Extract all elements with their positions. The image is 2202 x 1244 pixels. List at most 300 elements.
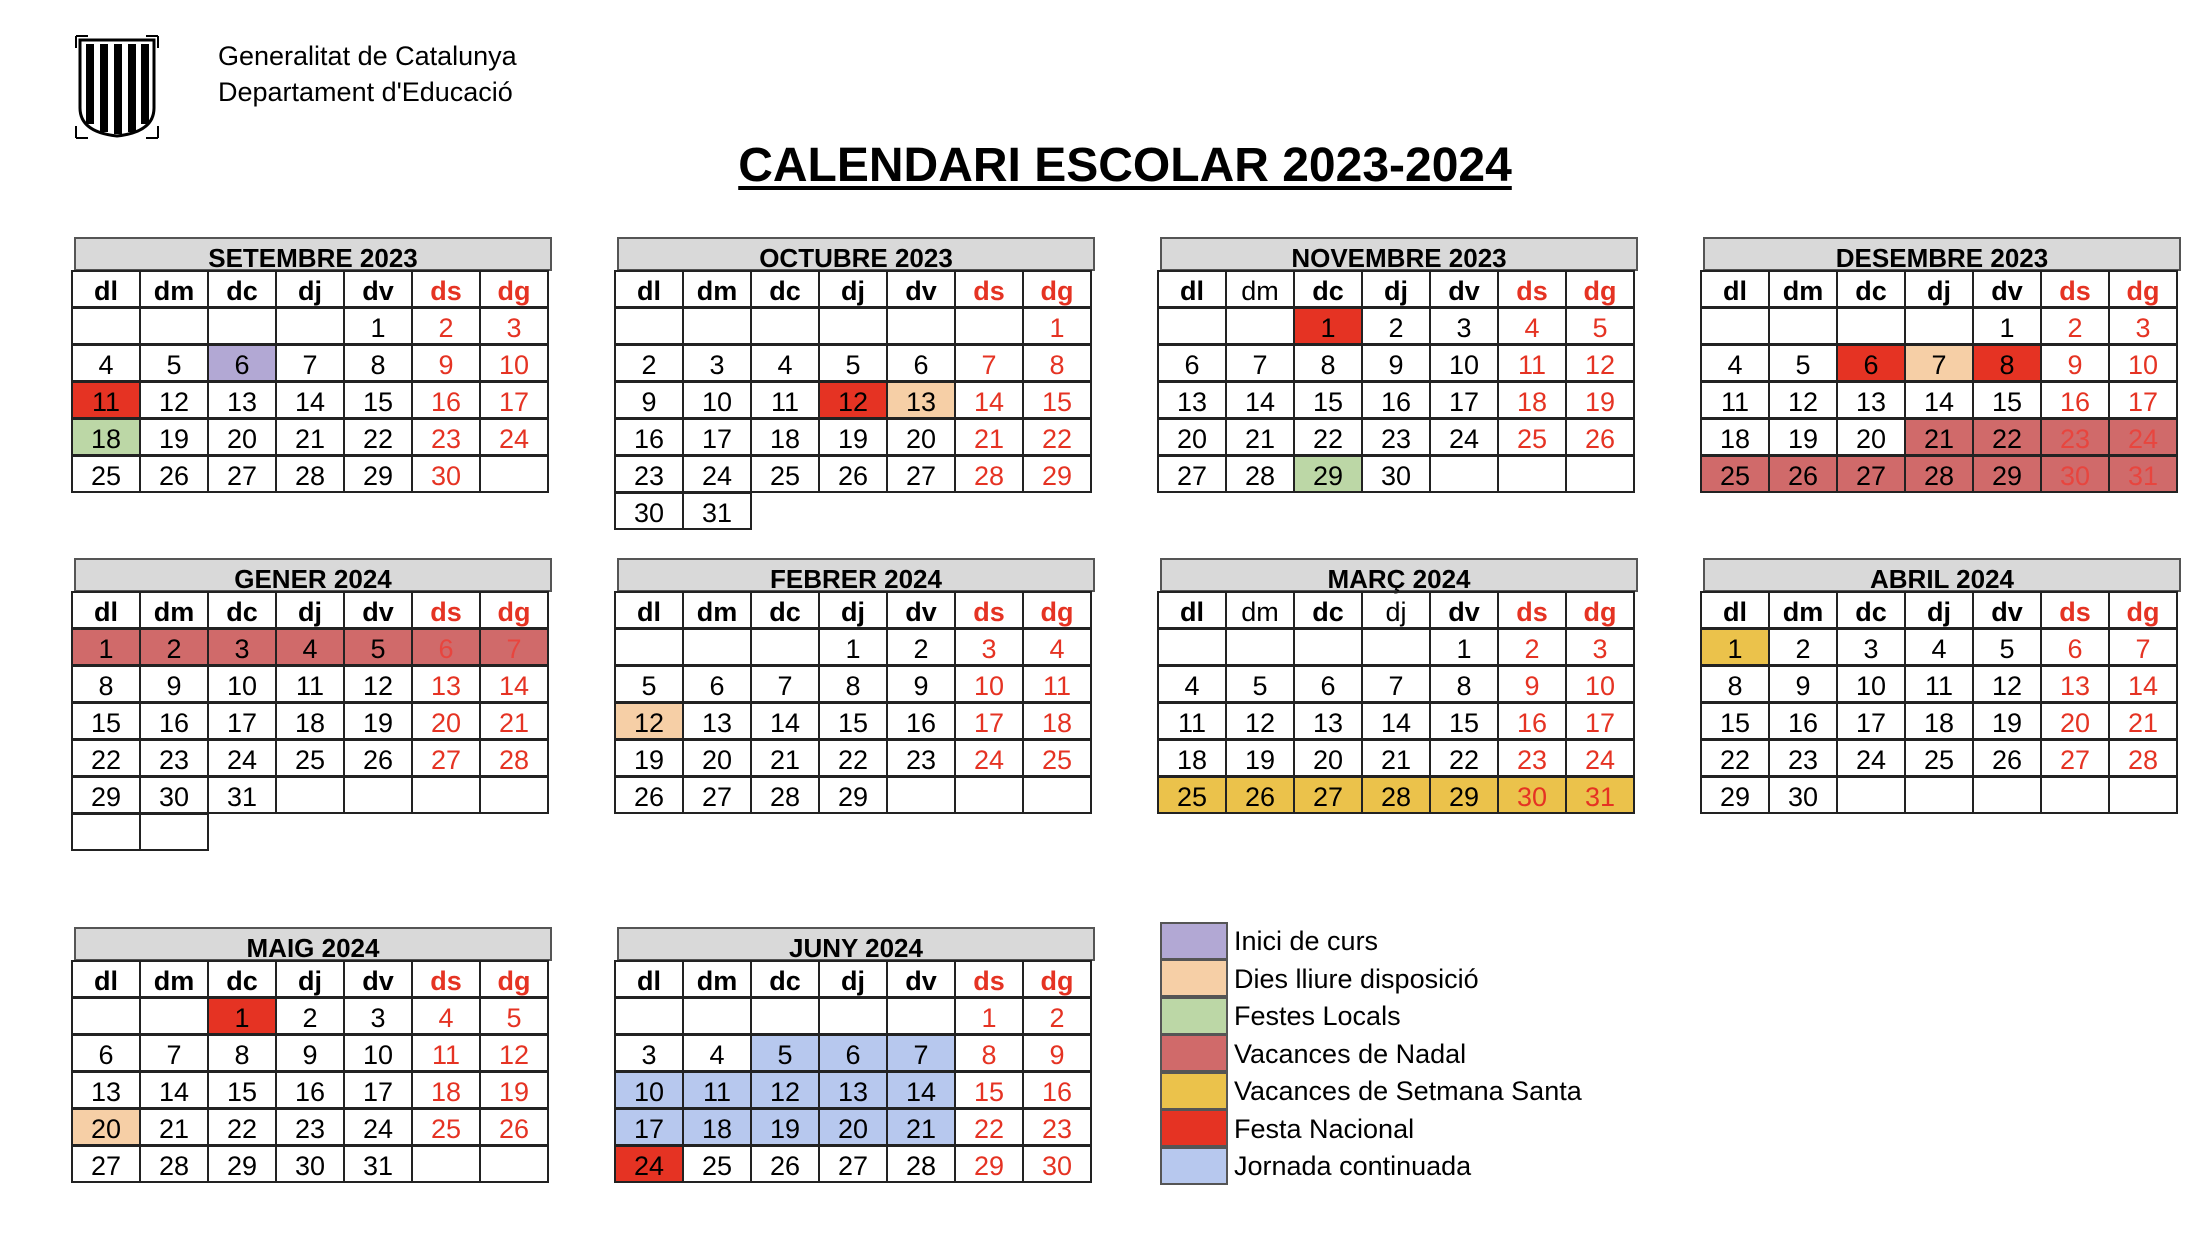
weekday-header-dc: dc xyxy=(1836,270,1906,308)
day-cell: 30 xyxy=(1497,776,1567,814)
weekday-header-ds: ds xyxy=(954,591,1024,629)
empty-cell xyxy=(207,307,277,345)
day-cell: 8 xyxy=(1429,665,1499,703)
empty-cell xyxy=(1700,307,1770,345)
day-cell: 1 xyxy=(1972,307,2042,345)
empty-cell xyxy=(1972,776,2042,814)
day-cell: 15 xyxy=(1429,702,1499,740)
day-cell: 6 xyxy=(1293,665,1363,703)
day-cell: 21 xyxy=(139,1108,209,1146)
day-cell: 6 xyxy=(207,344,277,382)
day-cell: 13 xyxy=(682,702,752,740)
empty-cell xyxy=(71,307,141,345)
empty-cell xyxy=(275,307,345,345)
day-cell: 15 xyxy=(954,1071,1024,1109)
catalan-coat-of-arms-icon xyxy=(74,34,160,140)
legend-label: Vacances de Setmana Santa xyxy=(1234,1076,1582,1107)
month-calendar-novembre xyxy=(1160,237,1638,493)
day-cell: 13 xyxy=(818,1071,888,1109)
weekday-header-ds: ds xyxy=(411,960,481,998)
empty-cell xyxy=(71,997,141,1035)
day-cell: 2 xyxy=(1361,307,1431,345)
day-cell: 8 xyxy=(1022,344,1092,382)
day-cell: 26 xyxy=(750,1145,820,1183)
day-cell: 20 xyxy=(886,418,956,456)
weekday-header-dg: dg xyxy=(1565,270,1635,308)
day-cell: 12 xyxy=(139,381,209,419)
day-cell: 6 xyxy=(886,344,956,382)
day-cell: 9 xyxy=(1497,665,1567,703)
day-cell: 14 xyxy=(886,1071,956,1109)
day-cell: 20 xyxy=(1293,739,1363,777)
day-cell: 5 xyxy=(479,997,549,1035)
day-cell: 10 xyxy=(614,1071,684,1109)
day-cell: 28 xyxy=(2108,739,2178,777)
day-cell: 3 xyxy=(682,344,752,382)
day-cell: 22 xyxy=(818,739,888,777)
day-cell: 11 xyxy=(1022,665,1092,703)
month-title: ABRIL 2024 xyxy=(1703,558,2181,592)
day-cell: 23 xyxy=(1768,739,1838,777)
day-cell: 27 xyxy=(886,455,956,493)
empty-cell xyxy=(411,776,481,814)
empty-cell xyxy=(71,813,141,851)
empty-cell xyxy=(479,776,549,814)
day-cell: 13 xyxy=(1293,702,1363,740)
organization-name xyxy=(218,38,517,110)
day-cell: 23 xyxy=(614,455,684,493)
day-cell: 19 xyxy=(818,418,888,456)
empty-cell xyxy=(1361,628,1431,666)
day-cell: 30 xyxy=(2040,455,2110,493)
weekday-header-dc: dc xyxy=(750,270,820,308)
legend-label: Festa Nacional xyxy=(1234,1113,1415,1144)
day-cell: 11 xyxy=(1157,702,1227,740)
day-cell: 8 xyxy=(954,1034,1024,1072)
empty-cell xyxy=(1429,455,1499,493)
empty-cell xyxy=(682,628,752,666)
day-cell: 5 xyxy=(343,628,413,666)
day-cell: 28 xyxy=(1361,776,1431,814)
day-cell: 9 xyxy=(139,665,209,703)
empty-cell xyxy=(1768,307,1838,345)
day-cell: 29 xyxy=(1429,776,1499,814)
month-calendar-febrer xyxy=(617,558,1095,814)
empty-cell xyxy=(682,307,752,345)
empty-cell xyxy=(2108,776,2178,814)
day-cell: 21 xyxy=(275,418,345,456)
day-cell: 8 xyxy=(343,344,413,382)
weekday-header-dm: dm xyxy=(139,591,209,629)
day-cell: 5 xyxy=(1225,665,1295,703)
day-cell: 8 xyxy=(1972,344,2042,382)
day-cell: 23 xyxy=(411,418,481,456)
day-cell: 26 xyxy=(818,455,888,493)
day-cell: 29 xyxy=(818,776,888,814)
day-cell: 21 xyxy=(954,418,1024,456)
day-cell: 14 xyxy=(2108,665,2178,703)
day-cell: 25 xyxy=(71,455,141,493)
day-cell: 27 xyxy=(207,455,277,493)
day-cell: 13 xyxy=(207,381,277,419)
month-grid xyxy=(615,592,1095,814)
day-cell: 18 xyxy=(1497,381,1567,419)
day-cell: 9 xyxy=(614,381,684,419)
day-cell: 9 xyxy=(2040,344,2110,382)
day-cell: 10 xyxy=(954,665,1024,703)
weekday-header-dl: dl xyxy=(1157,591,1227,629)
day-cell: 24 xyxy=(2108,418,2178,456)
weekday-header-dj: dj xyxy=(275,591,345,629)
weekday-header-dm: dm xyxy=(1768,591,1838,629)
day-cell: 19 xyxy=(1565,381,1635,419)
month-calendar-juny xyxy=(617,927,1095,1183)
weekday-header-dm: dm xyxy=(1225,270,1295,308)
month-grid xyxy=(72,961,552,1183)
day-cell: 3 xyxy=(1565,628,1635,666)
legend-item xyxy=(1160,1036,1582,1074)
day-cell: 22 xyxy=(1429,739,1499,777)
day-cell: 20 xyxy=(207,418,277,456)
day-cell: 27 xyxy=(818,1145,888,1183)
day-cell: 3 xyxy=(343,997,413,1035)
empty-cell xyxy=(1497,455,1567,493)
empty-cell xyxy=(479,455,549,493)
legend-swatch xyxy=(1160,1034,1228,1072)
day-cell: 23 xyxy=(139,739,209,777)
weekday-header-ds: ds xyxy=(2040,591,2110,629)
weekday-header-dl: dl xyxy=(1700,591,1770,629)
day-cell: 21 xyxy=(1225,418,1295,456)
day-cell: 17 xyxy=(343,1071,413,1109)
day-cell: 29 xyxy=(1972,455,2042,493)
month-title: GENER 2024 xyxy=(74,558,552,592)
weekday-header-ds: ds xyxy=(411,270,481,308)
day-cell: 29 xyxy=(207,1145,277,1183)
day-cell: 17 xyxy=(1429,381,1499,419)
weekday-header-dm: dm xyxy=(682,960,752,998)
day-cell: 11 xyxy=(275,665,345,703)
day-cell: 2 xyxy=(2040,307,2110,345)
day-cell: 21 xyxy=(479,702,549,740)
day-cell: 24 xyxy=(343,1108,413,1146)
day-cell: 31 xyxy=(682,492,752,530)
weekday-header-dm: dm xyxy=(682,270,752,308)
day-cell: 18 xyxy=(750,418,820,456)
month-calendar-desembre xyxy=(1703,237,2181,493)
day-cell: 17 xyxy=(682,418,752,456)
day-cell: 18 xyxy=(71,418,141,456)
empty-cell xyxy=(1836,307,1906,345)
day-cell: 3 xyxy=(479,307,549,345)
legend-label: Inici de curs xyxy=(1234,926,1379,957)
day-cell: 4 xyxy=(682,1034,752,1072)
day-cell: 26 xyxy=(139,455,209,493)
day-cell: 24 xyxy=(614,1145,684,1183)
day-cell: 10 xyxy=(1836,665,1906,703)
empty-cell xyxy=(2040,776,2110,814)
legend xyxy=(1160,923,1582,1186)
day-cell: 15 xyxy=(1700,702,1770,740)
day-cell: 12 xyxy=(1565,344,1635,382)
weekday-header-dg: dg xyxy=(479,591,549,629)
day-cell: 24 xyxy=(479,418,549,456)
weekday-header-dg: dg xyxy=(2108,591,2178,629)
day-cell: 19 xyxy=(1225,739,1295,777)
day-cell: 16 xyxy=(614,418,684,456)
weekday-header-dc: dc xyxy=(750,591,820,629)
day-cell: 4 xyxy=(411,997,481,1035)
org-line-2: Departament d'Educació xyxy=(218,77,513,107)
weekday-header-dg: dg xyxy=(1022,591,1092,629)
empty-cell xyxy=(750,997,820,1035)
day-cell: 16 xyxy=(275,1071,345,1109)
month-calendar-gener xyxy=(74,558,552,851)
empty-cell xyxy=(139,307,209,345)
day-cell: 12 xyxy=(614,702,684,740)
day-cell: 25 xyxy=(1904,739,1974,777)
day-cell: 8 xyxy=(71,665,141,703)
weekday-header-dc: dc xyxy=(207,591,277,629)
day-cell: 2 xyxy=(614,344,684,382)
month-title: DESEMBRE 2023 xyxy=(1703,237,2181,271)
weekday-header-dv: dv xyxy=(343,591,413,629)
day-cell: 6 xyxy=(411,628,481,666)
weekday-header-dl: dl xyxy=(614,591,684,629)
day-cell: 7 xyxy=(1361,665,1431,703)
empty-cell xyxy=(614,307,684,345)
weekday-header-dg: dg xyxy=(479,270,549,308)
day-cell: 9 xyxy=(1022,1034,1092,1072)
day-cell: 17 xyxy=(614,1108,684,1146)
weekday-header-dv: dv xyxy=(343,270,413,308)
day-cell: 15 xyxy=(1972,381,2042,419)
empty-cell xyxy=(1157,307,1227,345)
weekday-header-dl: dl xyxy=(71,960,141,998)
day-cell: 18 xyxy=(1022,702,1092,740)
day-cell: 14 xyxy=(139,1071,209,1109)
day-cell: 6 xyxy=(1157,344,1227,382)
weekday-header-dj: dj xyxy=(1904,270,1974,308)
day-cell: 9 xyxy=(411,344,481,382)
day-cell: 24 xyxy=(1836,739,1906,777)
day-cell: 13 xyxy=(1157,381,1227,419)
legend-item xyxy=(1160,1111,1582,1149)
day-cell: 3 xyxy=(207,628,277,666)
day-cell: 25 xyxy=(750,455,820,493)
day-cell: 14 xyxy=(750,702,820,740)
day-cell: 25 xyxy=(1700,455,1770,493)
day-cell: 9 xyxy=(886,665,956,703)
legend-swatch xyxy=(1160,959,1228,997)
month-calendar-setembre xyxy=(74,237,552,493)
weekday-header-dj: dj xyxy=(818,591,888,629)
day-cell: 26 xyxy=(343,739,413,777)
empty-cell xyxy=(818,997,888,1035)
day-cell: 1 xyxy=(207,997,277,1035)
day-cell: 23 xyxy=(886,739,956,777)
day-cell: 9 xyxy=(1768,665,1838,703)
day-cell: 18 xyxy=(1904,702,1974,740)
day-cell: 1 xyxy=(1293,307,1363,345)
day-cell: 27 xyxy=(1157,455,1227,493)
weekday-header-dm: dm xyxy=(682,591,752,629)
day-cell: 20 xyxy=(682,739,752,777)
day-cell: 19 xyxy=(139,418,209,456)
day-cell: 28 xyxy=(139,1145,209,1183)
day-cell: 23 xyxy=(275,1108,345,1146)
month-calendar-marc xyxy=(1160,558,1638,814)
day-cell: 18 xyxy=(411,1071,481,1109)
day-cell: 1 xyxy=(818,628,888,666)
day-cell: 27 xyxy=(2040,739,2110,777)
day-cell: 24 xyxy=(954,739,1024,777)
day-cell: 25 xyxy=(1497,418,1567,456)
day-cell: 16 xyxy=(2040,381,2110,419)
month-calendar-octubre xyxy=(617,237,1095,530)
legend-item xyxy=(1160,923,1582,961)
day-cell: 28 xyxy=(1225,455,1295,493)
day-cell: 4 xyxy=(1700,344,1770,382)
day-cell: 27 xyxy=(71,1145,141,1183)
day-cell: 24 xyxy=(682,455,752,493)
day-cell: 12 xyxy=(818,381,888,419)
day-cell: 11 xyxy=(750,381,820,419)
weekday-header-dg: dg xyxy=(1022,960,1092,998)
empty-cell xyxy=(275,776,345,814)
day-cell: 26 xyxy=(1565,418,1635,456)
day-cell: 31 xyxy=(207,776,277,814)
empty-cell xyxy=(139,813,209,851)
legend-label: Jornada continuada xyxy=(1234,1151,1472,1182)
month-grid xyxy=(1158,592,1638,814)
day-cell: 17 xyxy=(1836,702,1906,740)
weekday-header-dj: dj xyxy=(275,960,345,998)
day-cell: 30 xyxy=(1768,776,1838,814)
day-cell: 8 xyxy=(1293,344,1363,382)
day-cell: 1 xyxy=(954,997,1024,1035)
legend-swatch xyxy=(1160,1147,1228,1185)
empty-cell xyxy=(1293,628,1363,666)
day-cell: 16 xyxy=(1022,1071,1092,1109)
day-cell: 11 xyxy=(1700,381,1770,419)
day-cell: 2 xyxy=(1022,997,1092,1035)
weekday-header-dl: dl xyxy=(1157,270,1227,308)
day-cell: 13 xyxy=(1836,381,1906,419)
day-cell: 10 xyxy=(207,665,277,703)
day-cell: 11 xyxy=(71,381,141,419)
day-cell: 21 xyxy=(2108,702,2178,740)
month-grid xyxy=(615,961,1095,1183)
month-title: NOVEMBRE 2023 xyxy=(1160,237,1638,271)
day-cell: 22 xyxy=(1700,739,1770,777)
month-title: MARÇ 2024 xyxy=(1160,558,1638,592)
empty-cell xyxy=(139,997,209,1035)
day-cell: 20 xyxy=(1157,418,1227,456)
day-cell: 30 xyxy=(411,455,481,493)
day-cell: 22 xyxy=(1972,418,2042,456)
day-cell: 6 xyxy=(2040,628,2110,666)
weekday-header-dv: dv xyxy=(1972,270,2042,308)
weekday-header-dj: dj xyxy=(1361,270,1431,308)
day-cell: 7 xyxy=(479,628,549,666)
day-cell: 28 xyxy=(954,455,1024,493)
day-cell: 11 xyxy=(1497,344,1567,382)
day-cell: 5 xyxy=(1565,307,1635,345)
empty-cell xyxy=(818,307,888,345)
weekday-header-dm: dm xyxy=(139,960,209,998)
day-cell: 19 xyxy=(614,739,684,777)
weekday-header-dv: dv xyxy=(1429,591,1499,629)
day-cell: 2 xyxy=(275,997,345,1035)
day-cell: 4 xyxy=(1157,665,1227,703)
day-cell: 27 xyxy=(411,739,481,777)
day-cell: 17 xyxy=(954,702,1024,740)
weekday-header-ds: ds xyxy=(411,591,481,629)
empty-cell xyxy=(614,997,684,1035)
day-cell: 29 xyxy=(1293,455,1363,493)
day-cell: 4 xyxy=(750,344,820,382)
day-cell: 3 xyxy=(954,628,1024,666)
day-cell: 5 xyxy=(139,344,209,382)
day-cell: 8 xyxy=(818,665,888,703)
weekday-header-dl: dl xyxy=(614,960,684,998)
day-cell: 22 xyxy=(71,739,141,777)
legend-label: Vacances de Nadal xyxy=(1234,1038,1467,1069)
day-cell: 16 xyxy=(411,381,481,419)
day-cell: 30 xyxy=(1022,1145,1092,1183)
day-cell: 16 xyxy=(1497,702,1567,740)
month-grid xyxy=(1701,592,2181,814)
empty-cell xyxy=(750,307,820,345)
month-title: JUNY 2024 xyxy=(617,927,1095,961)
weekday-header-dm: dm xyxy=(1225,591,1295,629)
day-cell: 18 xyxy=(1700,418,1770,456)
empty-cell xyxy=(343,776,413,814)
day-cell: 17 xyxy=(1565,702,1635,740)
day-cell: 14 xyxy=(1904,381,1974,419)
weekday-header-dv: dv xyxy=(886,270,956,308)
day-cell: 16 xyxy=(1361,381,1431,419)
day-cell: 19 xyxy=(750,1108,820,1146)
empty-cell xyxy=(1225,307,1295,345)
day-cell: 4 xyxy=(71,344,141,382)
weekday-header-dc: dc xyxy=(1293,591,1363,629)
day-cell: 22 xyxy=(1022,418,1092,456)
legend-swatch xyxy=(1160,1072,1228,1110)
day-cell: 1 xyxy=(343,307,413,345)
day-cell: 21 xyxy=(750,739,820,777)
legend-item xyxy=(1160,1073,1582,1111)
day-cell: 28 xyxy=(479,739,549,777)
day-cell: 19 xyxy=(1972,702,2042,740)
weekday-header-ds: ds xyxy=(954,270,1024,308)
day-cell: 2 xyxy=(886,628,956,666)
weekday-header-dl: dl xyxy=(1700,270,1770,308)
day-cell: 29 xyxy=(343,455,413,493)
day-cell: 23 xyxy=(1497,739,1567,777)
day-cell: 17 xyxy=(207,702,277,740)
empty-cell xyxy=(1836,776,1906,814)
day-cell: 7 xyxy=(886,1034,956,1072)
day-cell: 15 xyxy=(343,381,413,419)
day-cell: 4 xyxy=(1497,307,1567,345)
day-cell: 28 xyxy=(886,1145,956,1183)
day-cell: 2 xyxy=(139,628,209,666)
day-cell: 13 xyxy=(411,665,481,703)
weekday-header-dg: dg xyxy=(1565,591,1635,629)
empty-cell xyxy=(479,1145,549,1183)
